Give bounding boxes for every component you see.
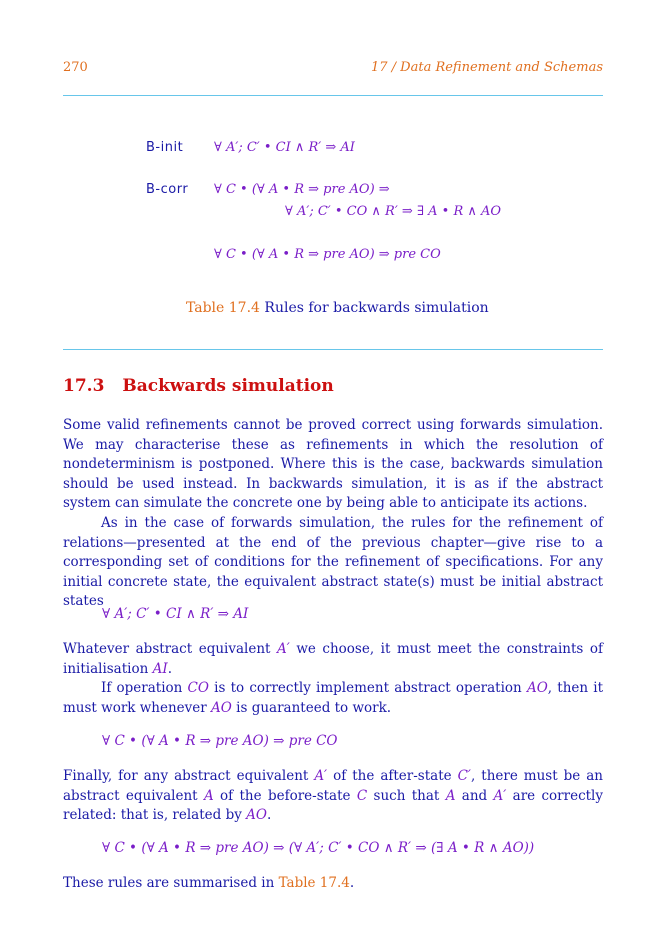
p5-math-1: A′ bbox=[314, 768, 328, 784]
p5-text-f: and bbox=[455, 787, 494, 804]
p4-text-c: , then it must work whenever bbox=[63, 680, 604, 716]
paragraph-5 bbox=[63, 767, 603, 826]
p3-text-a: Whatever abstract equivalent bbox=[63, 641, 277, 657]
running-header: 17 / Data Refinement and Schemas bbox=[370, 60, 603, 75]
p3-text-b: we choose, it must meet the constraints of initialisation bbox=[63, 641, 603, 677]
final-sentence bbox=[63, 875, 603, 891]
equation-3-text: ∀ C • (∀ A • R ⇒ pre AO) ⇒ (∀ A′; C′ • CO ∧ R′ ⇒ (∃ A • R ∧ AO)) bbox=[102, 840, 535, 856]
header-rule bbox=[63, 95, 603, 96]
table-caption-text: Rules for backwards simulation bbox=[264, 300, 489, 316]
section-title: Backwards simulation bbox=[122, 376, 334, 396]
final-text-a: These rules are summarised in bbox=[63, 875, 279, 891]
p5-text-d: of the before-state bbox=[213, 787, 357, 804]
table-rule bbox=[63, 349, 603, 350]
p5-text-b: of the after-state bbox=[327, 768, 458, 784]
paragraph-1: Some valid refinements cannot be proved correct using forwards simulation. We may characterise these as refinements in which the resolution of nondeterminism is postponed. Where this is the case, backwards simulation should be used instead. In backwards simulation, it is as if the abstract system can simulate the concrete one by being able to anticipate its actions. bbox=[63, 417, 603, 512]
table-link[interactable]: Table 17.4 bbox=[278, 875, 350, 891]
p5-text-h: . bbox=[266, 807, 272, 824]
p3-math-2: AI bbox=[152, 660, 168, 677]
p5-math-7: AO bbox=[246, 807, 267, 824]
equation-3 bbox=[102, 840, 642, 856]
binit-formula: ∀ A′; C′ • CI ∧ R′ ⇒ AI bbox=[214, 140, 355, 155]
binit-label: B-init bbox=[146, 140, 184, 155]
p4-text-b: is to correctly implement abstract operation bbox=[208, 680, 527, 696]
paragraph-2: As in the case of forwards simulation, the rules for the refinement of relations—presented at the end of the previous chapter—give rise to a corresponding set of conditions for the refinement of specifications. For any initial concrete state, the equivalent abstract state(s) must be initial abstract states bbox=[63, 515, 603, 610]
table-caption bbox=[186, 300, 489, 316]
p5-text-c: , there must be an abstract equivalent bbox=[63, 768, 603, 804]
p4-math-2: AO bbox=[526, 680, 548, 696]
section-number: 17.3 bbox=[63, 376, 105, 396]
p3-math-1: A′ bbox=[276, 641, 290, 657]
p5-text-g: are correctly related: that is, related by bbox=[63, 787, 604, 824]
p5-math-3: A bbox=[203, 787, 214, 804]
p5-text-a: Finally, for any abstract equivalent bbox=[63, 768, 315, 784]
p4-math-3: AO bbox=[211, 699, 232, 716]
p5-text-e: such that bbox=[367, 787, 446, 804]
page-number: 270 bbox=[63, 60, 88, 75]
bcorr-label: B-corr bbox=[146, 182, 189, 197]
p5-math-5: A bbox=[445, 787, 456, 804]
p4-text-d: is guaranteed to work. bbox=[231, 699, 392, 716]
paragraph-3 bbox=[63, 640, 603, 679]
equation-1-text: ∀ A′; C′ • CI ∧ R′ ⇒ AI bbox=[102, 606, 249, 622]
p4-text-a: If operation bbox=[101, 680, 188, 696]
p5-math-4: C bbox=[356, 787, 368, 804]
equation-1 bbox=[102, 606, 642, 622]
bcorr-formula-line-1: ∀ C • (∀ A • R ⇒ pre AO) ⇒ bbox=[214, 182, 390, 197]
section-heading bbox=[63, 376, 334, 396]
p5-math-6: A′ bbox=[493, 787, 507, 804]
final-text-b: . bbox=[349, 875, 355, 891]
table-caption-ref: Table 17.4 bbox=[186, 300, 260, 316]
p4-math-1: CO bbox=[187, 680, 209, 696]
p3-text-c: . bbox=[167, 660, 172, 677]
equation-2-text: ∀ C • (∀ A • R ⇒ pre AO) ⇒ pre CO bbox=[102, 733, 338, 749]
paragraph-4 bbox=[63, 679, 603, 718]
p5-math-2: C′ bbox=[457, 768, 471, 784]
equation-2 bbox=[102, 733, 642, 749]
bcorr-formula-line-3: ∀ C • (∀ A • R ⇒ pre AO) ⇒ pre CO bbox=[214, 247, 441, 262]
bcorr-formula-line-2: ∀ A′; C′ • CO ∧ R′ ⇒ ∃ A • R ∧ AO bbox=[285, 204, 502, 219]
